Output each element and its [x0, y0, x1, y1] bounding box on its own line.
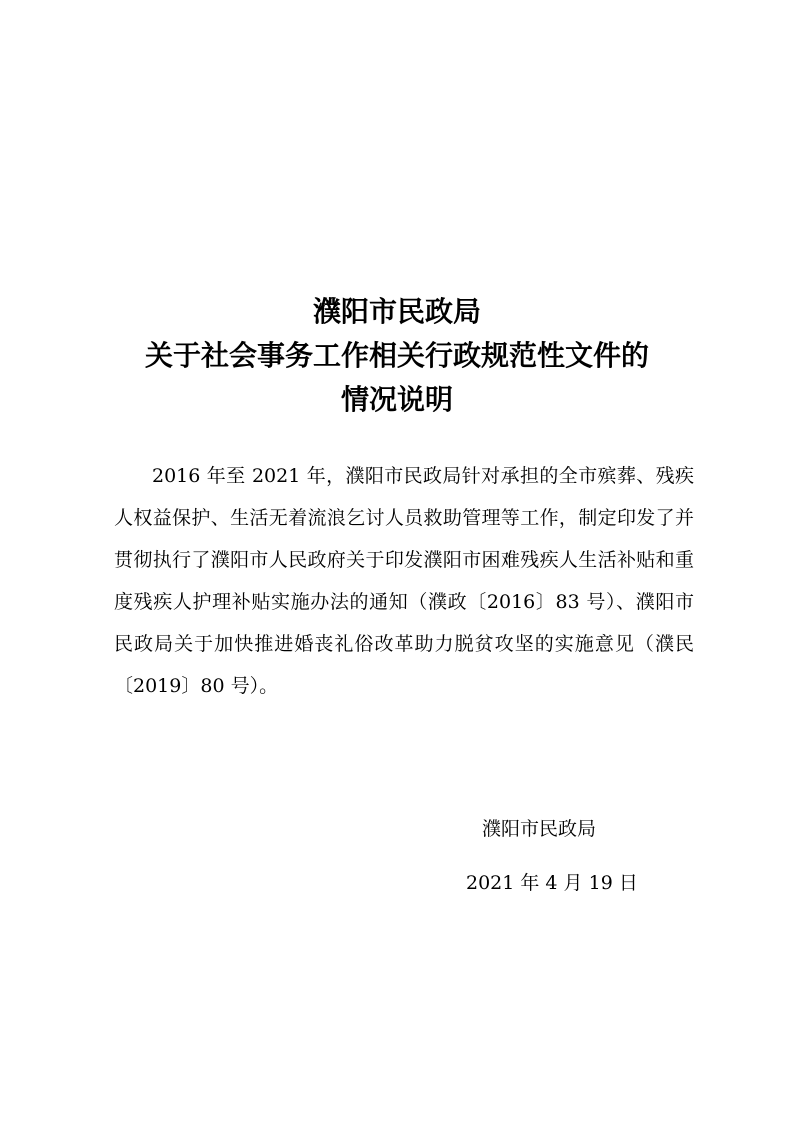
issuer-signature: 濮阳市民政局 — [482, 818, 597, 840]
title-line-2: 关于社会事务工作相关行政规范性文件的 — [144, 339, 649, 372]
body-paragraph: 2016 年至 2021 年，濮阳市民政局针对承担的全市殡葬、残疾人权益保护、生活无着流浪乞讨人员救助管理等工作，制定印发了并贯彻执行了濮阳市人民政府关于印发濮阳市困难残疾人生活补贴和重度残疾人护理补贴实施办法的通知（濮政〔2016〕83 号）、濮阳市民政局关于加快推进婚丧礼俗改革助力脱贫攻坚的实施意见（濮民〔2019〕80 号）。 — [114, 465, 694, 697]
issue-date: 2021 年 4 月 19 日 — [466, 872, 638, 894]
title-line-3: 情况说明 — [340, 383, 453, 416]
title-line-1: 濮阳市民政局 — [312, 295, 481, 328]
document-title — [0, 290, 794, 422]
